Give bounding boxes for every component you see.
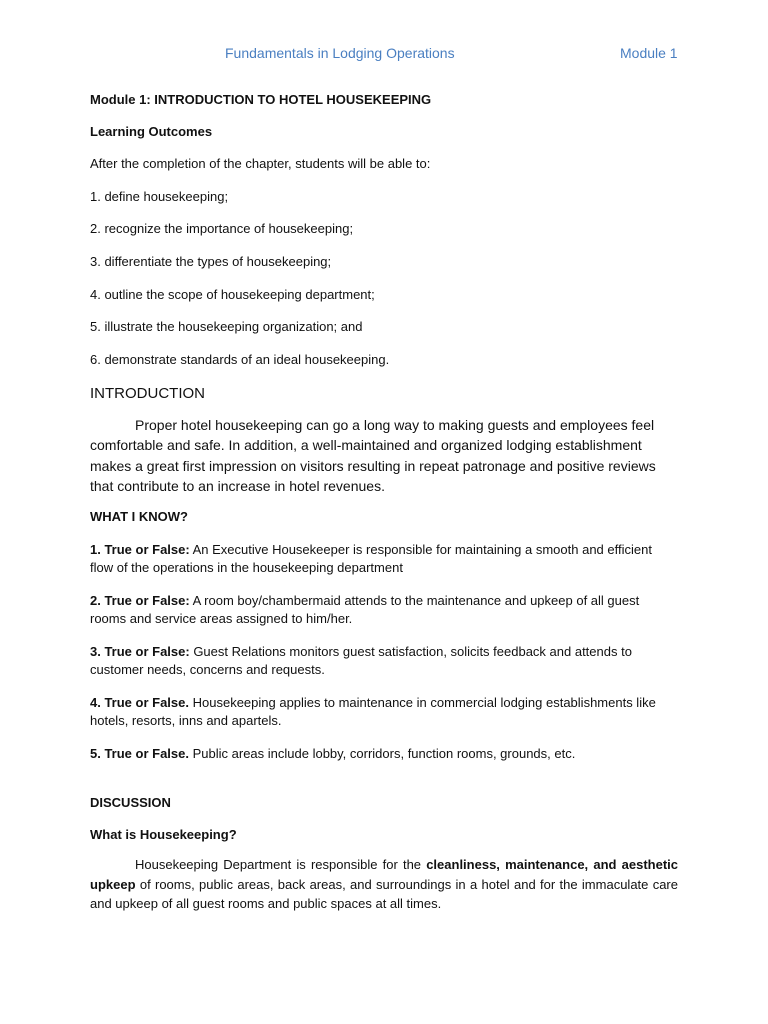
- discussion-paragraph: [90, 855, 678, 914]
- what-is-housekeeping-heading: What is Housekeeping?: [90, 827, 237, 843]
- question-label: 5. True or False.: [90, 745, 189, 761]
- outcome-item: 6. demonstrate standards of an ideal housekeeping.: [90, 352, 390, 368]
- question-item: [90, 643, 678, 680]
- document-body: [90, 92, 678, 914]
- question-label: 1. True or False:: [90, 541, 190, 557]
- outcome-item: 5. illustrate the housekeeping organization; and: [90, 319, 363, 335]
- introduction-heading: INTRODUCTION: [90, 384, 205, 402]
- question-label: 3. True or False:: [90, 643, 190, 659]
- discussion-text-bold: cleanliness, maintenance, and aesthetic upkeep: [90, 857, 678, 892]
- question-text: An Executive Housekeeper is responsible for maintaining a smooth and efficient flow of the operations in the housekeeping department: [90, 541, 652, 576]
- question-item: [90, 592, 678, 629]
- question-item: [90, 694, 678, 731]
- header-title: Fundamentals in Lodging Operations: [225, 45, 455, 61]
- discussion-text-pre: Housekeeping Department is responsible for the: [135, 857, 427, 873]
- outcome-item: 1. define housekeeping;: [90, 188, 229, 204]
- module-title: Module 1: INTRODUCTION TO HOTEL HOUSEKEEPING: [90, 92, 432, 107]
- outcome-item: 3. differentiate the types of housekeeping;: [90, 254, 332, 270]
- what-i-know-heading: WHAT I KNOW?: [90, 508, 188, 524]
- question-item: [90, 745, 678, 764]
- question-label: 2. True or False:: [90, 592, 190, 608]
- question-label: 4. True or False.: [90, 694, 189, 710]
- question-item: [90, 541, 678, 578]
- outcomes-intro: After the completion of the chapter, students will be able to:: [90, 156, 431, 171]
- learning-outcomes-heading: Learning Outcomes: [90, 124, 213, 139]
- outcome-item: 2. recognize the importance of housekeeping;: [90, 221, 354, 237]
- introduction-paragraph: Proper hotel housekeeping can go a long way to making guests and employees feel comfortable and safe. In addition, a well-maintained and organized lodging establishment makes a great first impression on visitors resulting in repeat patronage and positive reviews that contribute to an increase in hotel revenues.: [90, 416, 656, 495]
- question-text: A room boy/chambermaid attends to the maintenance and upkeep of all guest rooms and service areas assigned to him/her.: [90, 592, 640, 627]
- question-text: Housekeeping applies to maintenance in commercial lodging establishments like hotels, resorts, inns and apartels.: [90, 694, 656, 729]
- outcome-item: 4. outline the scope of housekeeping department;: [90, 286, 375, 302]
- header-module: Module 1: [620, 45, 678, 61]
- question-text: Guest Relations monitors guest satisfaction, solicits feedback and attends to customer needs, concerns and requests.: [90, 643, 632, 678]
- question-text: Public areas include lobby, corridors, function rooms, grounds, etc.: [189, 745, 576, 761]
- discussion-text-post: of rooms, public areas, back areas, and surroundings in a hotel and for the immaculate care and upkeep of all guest rooms and public spaces at all times.: [90, 876, 678, 912]
- discussion-heading: DISCUSSION: [90, 795, 171, 811]
